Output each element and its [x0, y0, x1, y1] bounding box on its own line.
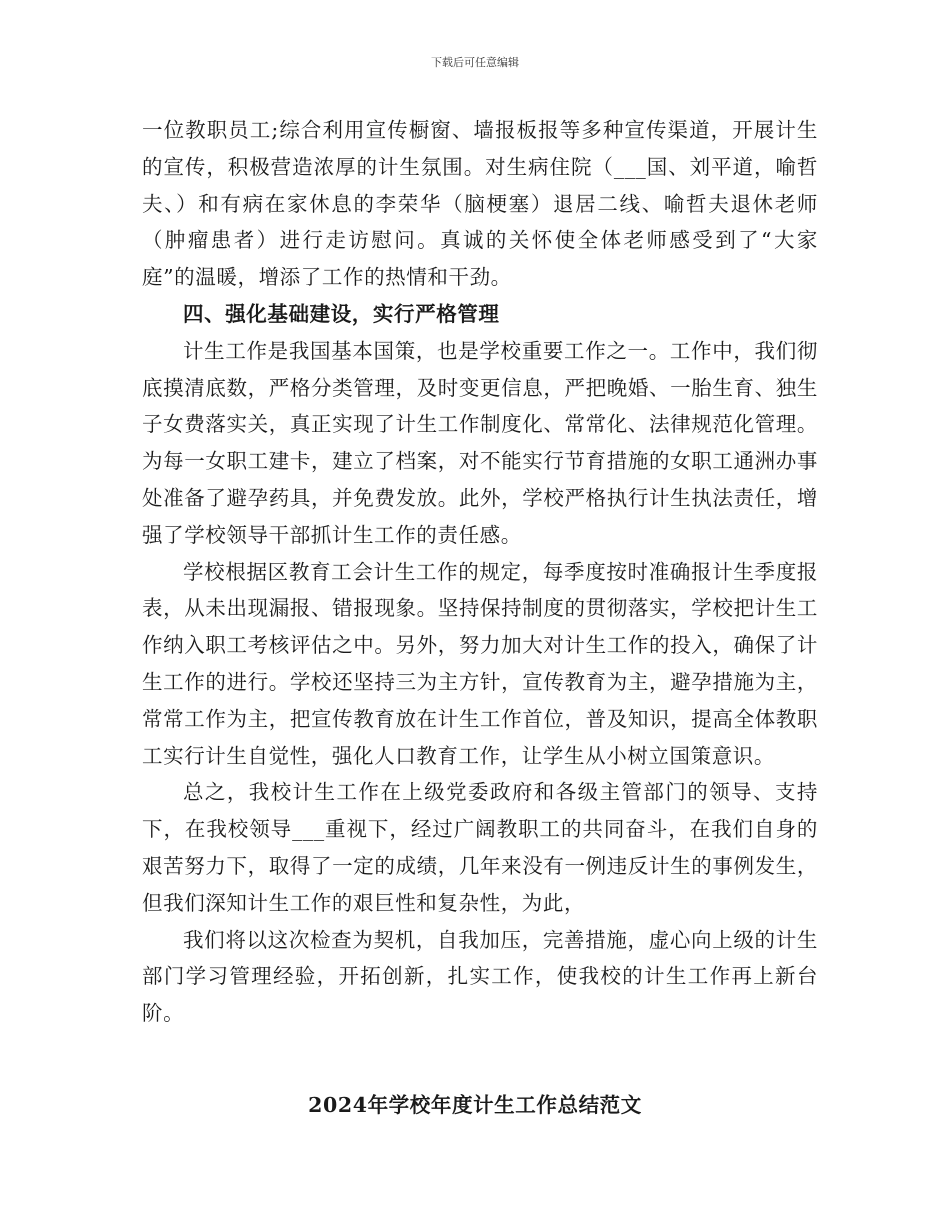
- paragraph-section4-1: 计生工作是我国基本国策，也是学校重要工作之一。工作中，我们彻底摸清底数，严格分类管理，及时变更信息，严把晚婚、一胎生育、独生子女费落实关，真正实现了计生工作制度化、常常化、法律规范化管理。为每一女职工建卡，建立了档案，对不能实行节育措施的女职工通洲办事处准备了避孕药具，并免费发放。此外，学校严格执行计生执法责任，增强了学校领导干部抓计生工作的责任感。: [142, 338, 818, 547]
- paragraph-continued: 一位教职员工;综合利用宣传橱窗、墙报板报等多种宣传渠道，开展计生的宣传，积极营造浓厚的计生氛围。对生病住院（___国、刘平道，喻哲夫、）和有病在家休息的李荣华（脑梗塞）退居二线、喻哲夫退休老师（肿瘤患者）进行走访慰问。真诚的关怀使全体老师感受到了“大家庭”的温暖，增添了工作的热情和干劲。: [142, 118, 818, 290]
- section-heading-4: 四、强化基础建设，实行严格管理: [183, 301, 500, 326]
- paragraph-section4-2: 学校根据区教育工会计生工作的规定，每季度按时准确报计生季度报表，从未出现漏报、错报现象。坚持保持制度的贯彻落实，学校把计生工作纳入职工考核评估之中。另外，努力加大对计生工作的投入，确保了计生工作的进行。学校还坚持三为主方针，宣传教育为主，避孕措施为主，常常工作为主，把宣传教育放在计生工作首位，普及知识，提高全体教职工实行计生自觉性，强化人口教育工作，让学生从小树立国策意识。: [142, 559, 818, 768]
- paragraph-closing: 我们将以这次检查为契机，自我加压，完善措施，虚心向上级的计生部门学习管理经验，开拓创新，扎实工作，使我校的计生工作再上新台阶。: [142, 927, 818, 1026]
- paragraph-summary: 总之，我校计生工作在上级党委政府和各级主管部门的领导、支持下，在我校领导___重视下，经过广阔教职工的共同奋斗，在我们自身的艰苦努力下，取得了一定的成绩，几年来没有一例违反计生的事例发生，但我们深知计生工作的艰巨性和复杂性，为此，: [142, 780, 818, 915]
- page-header-note: 下载后可任意编辑: [431, 56, 519, 69]
- document-body: [142, 112, 818, 1032]
- next-document-title: 2024年学校年度计生工作总结范文: [308, 1093, 642, 1117]
